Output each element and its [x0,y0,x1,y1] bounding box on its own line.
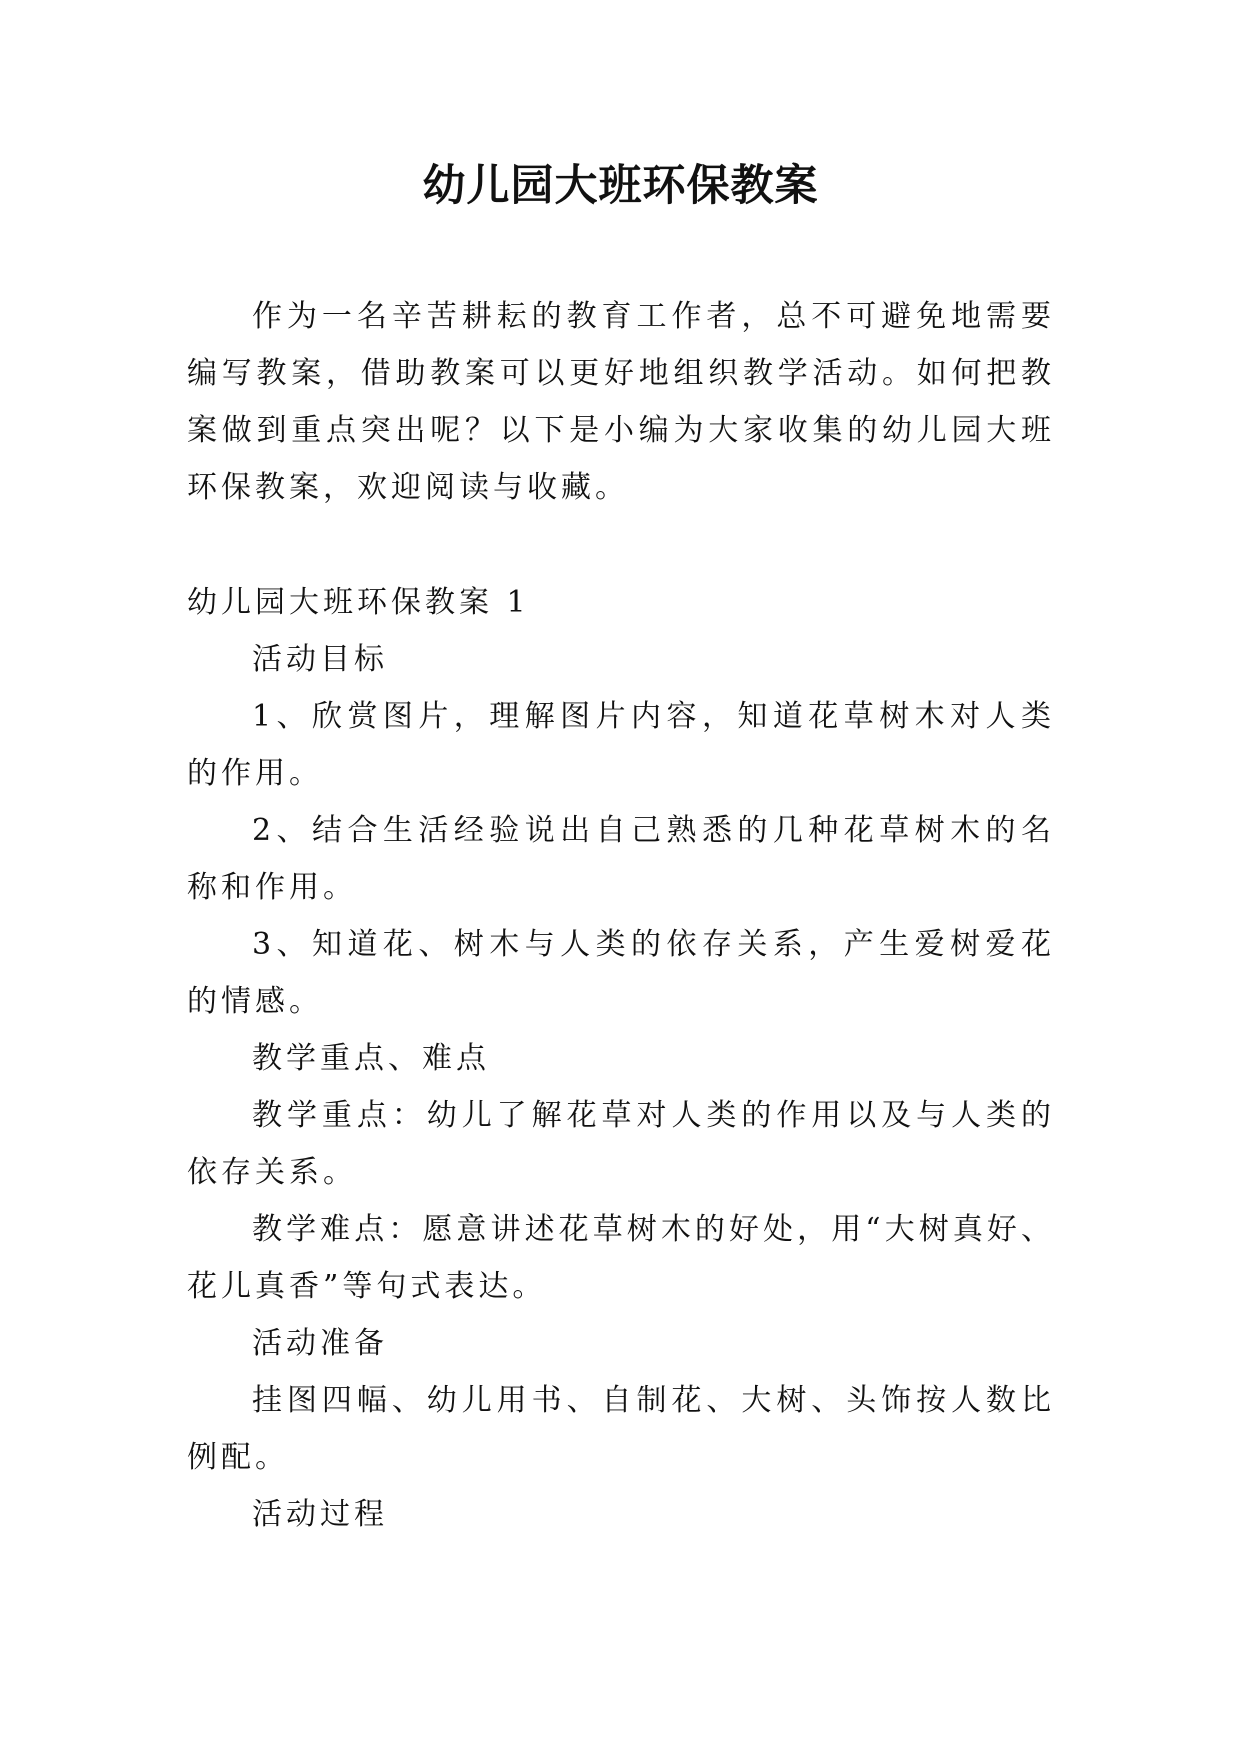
difficult-point-paragraph: 教学难点：愿意讲述花草树木的好处，用“大树真好、花儿真香”等句式表达。 [187,1212,1055,1304]
goal-item-3: 3、知道花、树木与人类的依存关系，产生爱树爱花的情感。 [187,927,1055,1019]
goal-item-2: 2、结合生活经验说出自己熟悉的几种花草树木的名称和作用。 [187,813,1055,905]
subheading-key-points: 教学重点、难点 [252,1041,490,1076]
document-body [187,288,1055,1543]
subheading-preparation: 活动准备 [252,1326,388,1361]
key-point-paragraph: 教学重点：幼儿了解花草对人类的作用以及与人类的依存关系。 [187,1098,1055,1190]
subheading-activity-goals: 活动目标 [252,642,388,677]
section-heading: 幼儿园大班环保教案 1 [187,585,530,620]
intro-paragraph: 作为一名辛苦耕耘的教育工作者，总不可避免地需要编写教案，借助教案可以更好地组织教学活动。如何把教案做到重点突出呢？以下是小编为大家收集的幼儿园大班环保教案，欢迎阅读与收藏。 [187,299,1055,505]
subheading-process: 活动过程 [252,1497,388,1532]
goal-item-1: 1、欣赏图片，理解图片内容，知道花草树木对人类的作用。 [187,699,1055,791]
document-title: 幼儿园大班环保教案 [422,161,819,211]
preparation-paragraph: 挂图四幅、幼儿用书、自制花、大树、头饰按人数比例配。 [187,1383,1055,1475]
